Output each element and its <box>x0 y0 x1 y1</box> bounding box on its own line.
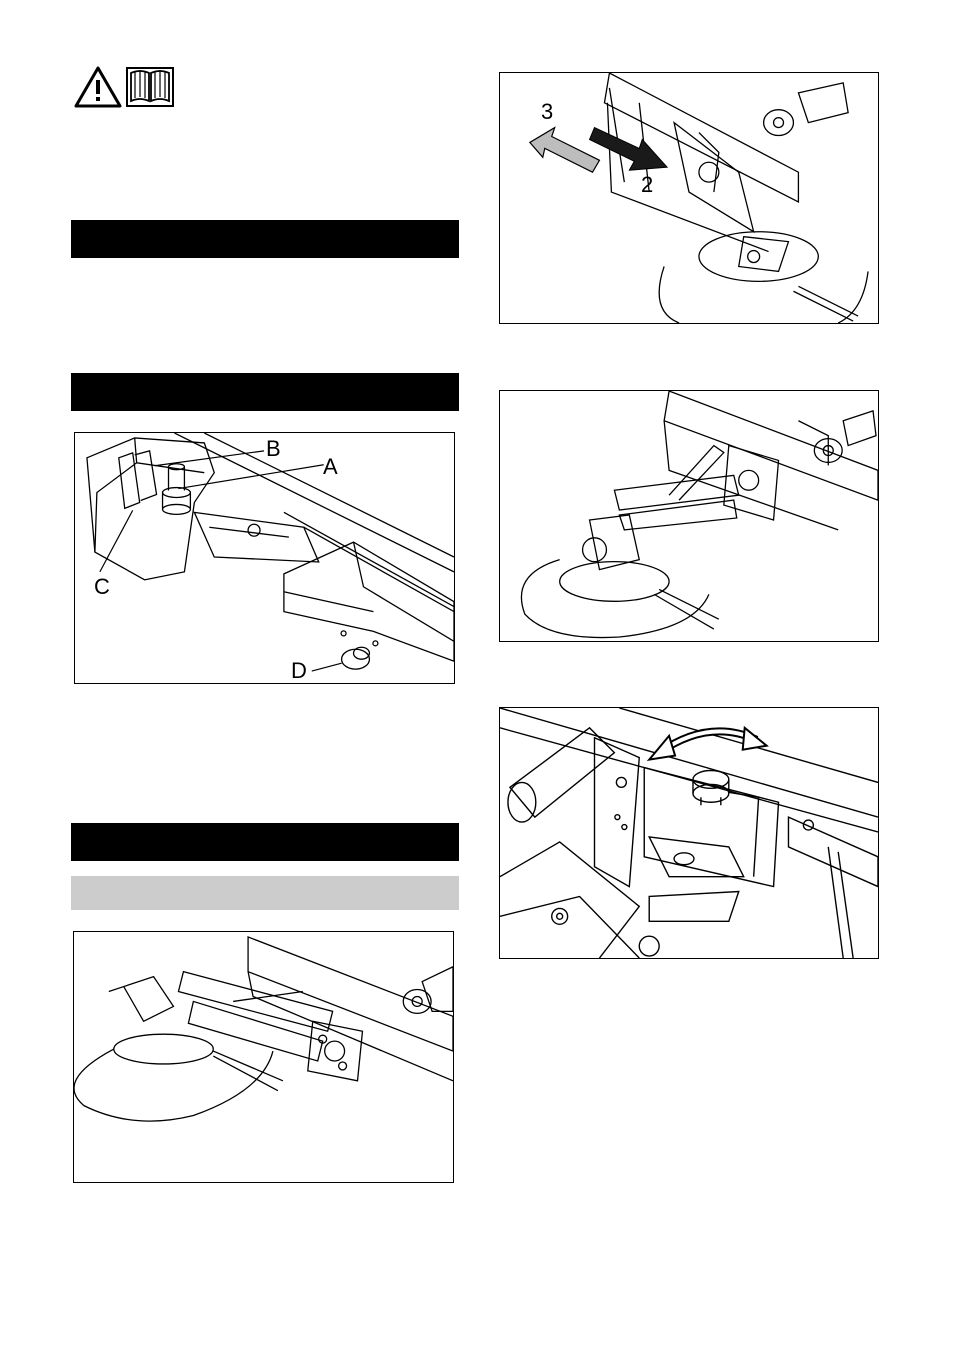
figure-mount-parts <box>74 432 455 684</box>
figure-adjustment-knob-detail <box>499 707 879 959</box>
label-step-3: 3 <box>541 99 554 124</box>
figure-arm-extended-left <box>73 931 454 1183</box>
warning-notice <box>74 66 174 108</box>
label-b: B <box>266 436 281 461</box>
section-header-bar-3 <box>71 823 459 861</box>
subsection-header-bar <box>71 876 459 910</box>
step-2-arrow <box>590 128 668 171</box>
label-a: A <box>323 454 338 479</box>
figure-arm-move-steps <box>499 72 879 324</box>
label-step-2: 2 <box>641 172 654 197</box>
label-d: D <box>291 658 307 683</box>
figure-arm-swung-out <box>499 390 879 642</box>
warning-triangle-icon <box>74 66 122 108</box>
section-header-bar-2 <box>71 373 459 411</box>
section-header-bar-1 <box>71 220 459 258</box>
label-c: C <box>94 574 110 599</box>
open-manual-icon <box>126 67 174 107</box>
step-3-arrow <box>530 128 600 173</box>
